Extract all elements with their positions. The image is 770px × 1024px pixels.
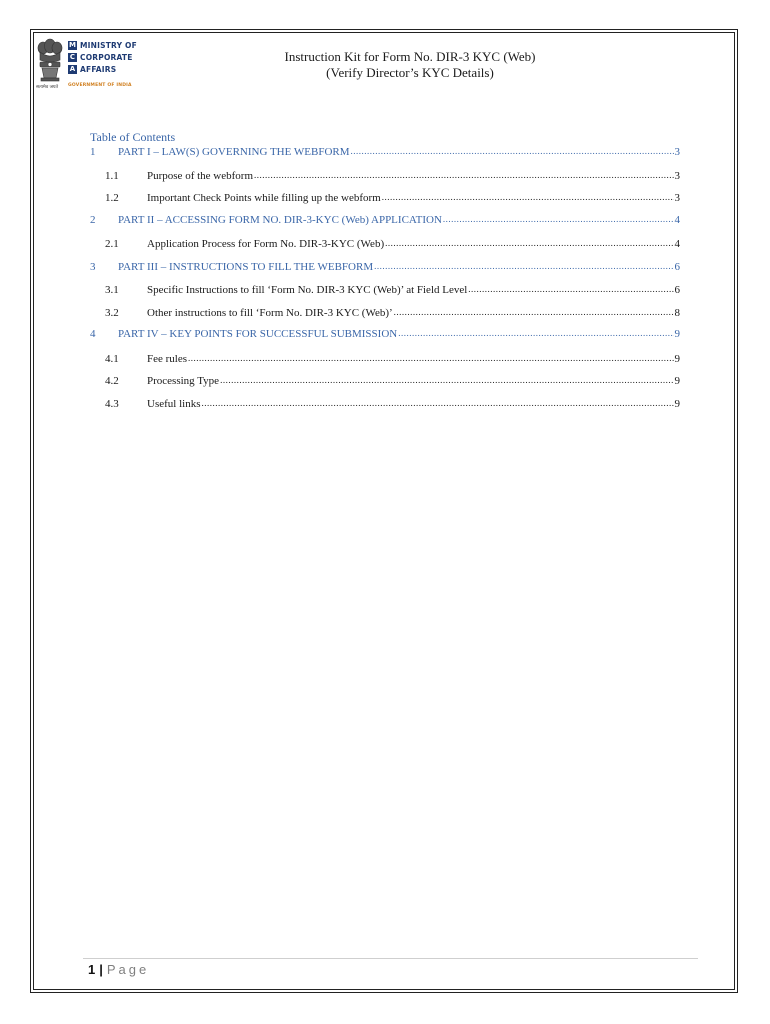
toc-title: Specific Instructions to fill ‘Form No. DIR-3 KYC (Web)’ at Field Level <box>147 284 468 296</box>
toc-title: Useful links <box>147 398 201 410</box>
toc-leader-dots <box>351 145 674 156</box>
logo-government-label: GOVERNMENT OF INDIA <box>68 83 132 88</box>
toc-page-number: 4 <box>674 214 680 226</box>
toc-page-number: 9 <box>674 375 680 387</box>
toc-leader-dots <box>385 237 673 248</box>
toc-title: PART III – INSTRUCTIONS TO FILL THE WEBFORM <box>118 261 374 273</box>
toc-number: 1.2 <box>105 192 119 204</box>
footer-divider <box>83 958 698 959</box>
toc-title: Other instructions to fill ‘Form No. DIR-3 KYC (Web)’ <box>147 307 393 319</box>
title-line-2: (Verify Director’s KYC Details) <box>326 65 494 80</box>
logo-letter-c: C <box>69 53 76 61</box>
logo-line-corporate <box>68 52 137 63</box>
toc-page-number: 3 <box>674 192 680 204</box>
toc-page-number: 9 <box>674 398 680 410</box>
logo-letter-m: M <box>69 41 76 49</box>
toc-entry-4-2[interactable] <box>105 375 680 387</box>
toc-title: Processing Type <box>147 375 220 387</box>
toc-leader-dots <box>398 327 673 338</box>
footer-separator: | <box>99 962 103 977</box>
ministry-logo <box>36 36 156 94</box>
footer-page-number: 1 <box>88 962 96 977</box>
toc-entry-1[interactable] <box>90 146 680 158</box>
toc-page-number: 3 <box>674 146 680 158</box>
toc-number: 4.2 <box>105 375 119 387</box>
toc-entry-1-2[interactable] <box>105 192 680 204</box>
toc-entry-4-3[interactable] <box>105 398 680 410</box>
toc-leader-dots <box>394 306 674 317</box>
toc-leader-dots <box>468 283 673 294</box>
toc-title: Purpose of the webform <box>147 170 254 182</box>
toc-leader-dots <box>382 191 674 202</box>
toc-title: Important Check Points while filling up the webform <box>147 192 381 204</box>
toc-page-number: 8 <box>674 307 680 319</box>
toc-number: 3.1 <box>105 284 119 296</box>
toc-title: Fee rules <box>147 353 188 365</box>
toc-page-number: 9 <box>674 353 680 365</box>
toc-number: 2 <box>90 214 96 226</box>
toc-entry-1-1[interactable] <box>105 170 680 182</box>
toc-entry-3-2[interactable] <box>105 307 680 319</box>
national-emblem-icon <box>36 38 64 88</box>
title-line-1: Instruction Kit for Form No. DIR-3 KYC (Web) <box>284 49 536 64</box>
document-title <box>180 49 640 81</box>
toc-number: 4 <box>90 328 96 340</box>
toc-leader-dots <box>374 260 673 271</box>
logo-letter-a: A <box>69 65 76 73</box>
toc-number: 1 <box>90 146 96 158</box>
toc-number: 3 <box>90 261 96 273</box>
toc-leader-dots <box>201 397 673 408</box>
logo-line-affairs <box>68 64 137 75</box>
footer-page-label: Page <box>106 962 150 977</box>
emblem-motto: सत्यमेव जयते <box>36 85 59 90</box>
toc-page-number: 9 <box>674 328 680 340</box>
toc-page-number: 3 <box>674 170 680 182</box>
toc-heading: Table of Contents <box>90 130 176 144</box>
toc-leader-dots <box>443 213 674 224</box>
toc-entry-3[interactable] <box>90 261 680 273</box>
toc-title: PART II – ACCESSING FORM NO. DIR-3-KYC (Web) APPLICATION <box>118 214 442 226</box>
toc-entry-2-1[interactable] <box>105 238 680 250</box>
logo-line-ministry <box>68 40 137 51</box>
logo-word-affairs: AFFAIRS <box>80 65 117 74</box>
toc-number: 1.1 <box>105 170 119 182</box>
toc-entry-3-1[interactable] <box>105 284 680 296</box>
toc-entry-2[interactable] <box>90 214 680 226</box>
toc-title: PART I – LAW(S) GOVERNING THE WEBFORM <box>118 146 350 158</box>
logo-word-ministry: MINISTRY OF <box>80 41 137 50</box>
toc-page-number: 6 <box>674 261 680 273</box>
toc-title: Application Process for Form No. DIR-3-KYC (Web) <box>147 238 385 250</box>
logo-word-corporate: CORPORATE <box>80 53 133 62</box>
page-footer <box>88 962 149 977</box>
toc-number: 4.3 <box>105 398 119 410</box>
toc-page-number: 4 <box>674 238 680 250</box>
toc-leader-dots <box>188 352 673 363</box>
logo-wordmark <box>68 40 137 76</box>
toc-title: PART IV – KEY POINTS FOR SUCCESSFUL SUBMISSION <box>118 328 398 340</box>
toc-entry-4-1[interactable] <box>105 353 680 365</box>
toc-entry-4[interactable] <box>90 328 680 340</box>
toc-page-number: 6 <box>674 284 680 296</box>
toc-number: 2.1 <box>105 238 119 250</box>
toc-number: 4.1 <box>105 353 119 365</box>
toc-leader-dots <box>220 374 673 385</box>
toc-number: 3.2 <box>105 307 119 319</box>
toc-leader-dots <box>254 169 673 180</box>
